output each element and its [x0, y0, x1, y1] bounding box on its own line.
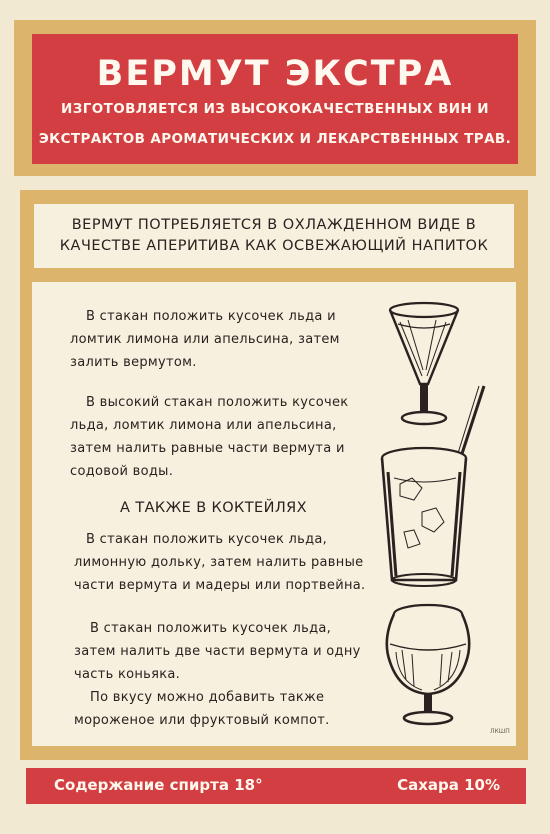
snifter-glass-icon [382, 600, 474, 732]
recipe-2-line-3: затем налить равные части вермута и [70, 441, 345, 456]
serving-note-line-2: КАЧЕСТВЕ АПЕРИТИВА КАК ОСВЕЖАЮЩИЙ НАПИТОК [59, 238, 489, 254]
recipe-1-line-1: В стакан положить кусочек льда и [86, 309, 336, 324]
recipe-3-line-3: части вермута и мадеры или портвейна. [74, 578, 366, 593]
recipe-1-line-3: залить вермутом. [70, 355, 197, 370]
recipe-3-line-2: лимонную дольку, затем налить равные [74, 555, 364, 570]
alcohol-content: Содержание спирта 18° [54, 776, 263, 794]
highball-glass-icon [376, 382, 486, 596]
cocktails-heading: А ТАКЖЕ В КОКТЕЙЛЯХ [120, 500, 307, 516]
printer-mark: ЛКШП [490, 728, 510, 735]
serving-note-line-1: ВЕРМУТ ПОТРЕБЛЯЕТСЯ В ОХЛАЖДЕННОМ ВИДЕ В [71, 217, 477, 233]
header-banner [32, 34, 518, 164]
recipe-2-line-1: В высокий стакан положить кусочек [86, 395, 349, 410]
recipe-3-line-1: В стакан положить кусочек льда, [86, 532, 328, 547]
header-description-line-2: ЭКСТРАКТОВ АРОМАТИЧЕСКИХ И ЛЕКАРСТВЕННЫХ ТРАВ. [38, 131, 512, 147]
footer-banner [26, 768, 526, 804]
recipe-4-line-1: В стакан положить кусочек льда, [90, 621, 332, 636]
recipe-5-line-2: мороженое или фруктовый компот. [74, 713, 330, 728]
recipe-5-line-1: По вкусу можно добавить также [90, 690, 325, 705]
sugar-content: Сахара 10% [397, 776, 500, 794]
header-description-line-1: ИЗГОТОВЛЯЕТСЯ ИЗ ВЫСОКОКАЧЕСТВЕННЫХ ВИН И [61, 101, 489, 117]
product-title: ВЕРМУТ ЭКСТРА [96, 54, 454, 94]
recipe-4-line-3: часть коньяка. [74, 667, 181, 682]
recipe-1-line-2: ломтик лимона или апельсина, затем [70, 332, 340, 347]
recipe-2-line-2: льда, ломтик лимона или апельсина, [70, 418, 337, 433]
recipe-4-line-2: затем налить две части вермута и одну [74, 644, 361, 659]
recipe-2-line-4: содовой воды. [70, 464, 174, 479]
serving-note [34, 204, 514, 268]
